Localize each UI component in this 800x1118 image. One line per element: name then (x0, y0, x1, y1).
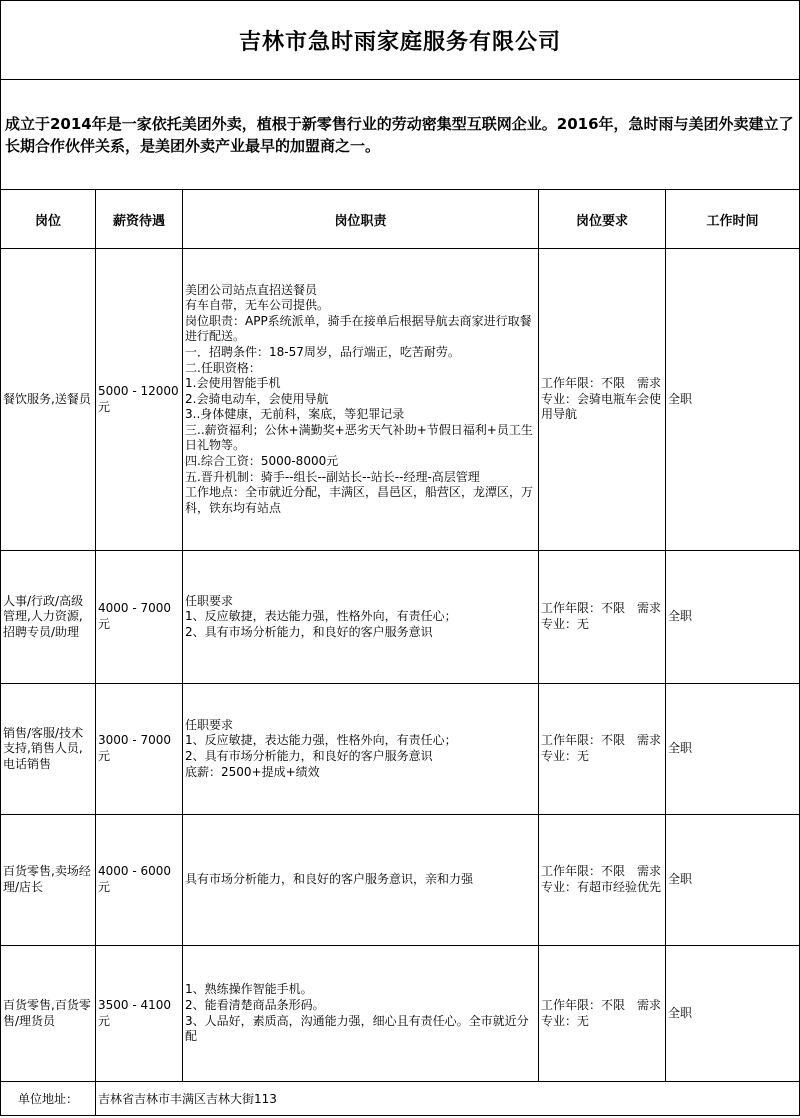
job-requirements: 工作年限：不限 需求专业：无 (539, 551, 666, 684)
job-position: 餐饮服务,送餐员 (1, 249, 96, 551)
table-row (1, 249, 800, 551)
job-duties: 任职要求 1、反应敏捷，表达能力强，性格外向，有责任心； 2、具有市场分析能力，和良好的客户服务意识 底薪：2500+提成+绩效 (183, 684, 539, 815)
header-duties: 岗位职责 (183, 190, 539, 249)
job-duties: 美团公司站点直招送餐员 有车自带，无车公司提供。 岗位职责：APP系统派单，骑手在接单后根据导航去商家进行取餐进行配送。 一．招聘条件：18-57周岁，品行端正，吃苦耐劳。 二.任职资格： 1.会使用智能手机 2.会骑电动车，会使用导航 3..身体健康，无前科，案底，等犯罪记录 三..薪资福利；公休+满勤奖+恶劣天气补助+节假日福利+员工生日礼物等。 四.综合工资：5000-8000元 五.晋升机制：骑手--组长--副站长--站长--经理-高层管理 工作地点：全市就近分配，丰满区，昌邑区，船营区，龙潭区，万科，铁东均有站点 (183, 249, 539, 551)
table-row (1, 815, 800, 946)
job-work-time: 全职 (666, 249, 800, 551)
job-position: 人事/行政/高级管理,人力资源,招聘专员/助理 (1, 551, 96, 684)
table-row (1, 551, 800, 684)
job-salary: 4000 - 6000元 (96, 815, 183, 946)
header-salary: 薪资待遇 (96, 190, 183, 249)
job-salary: 5000 - 12000元 (96, 249, 183, 551)
address-row (1, 1082, 800, 1116)
job-requirements: 工作年限：不限 需求专业：无 (539, 946, 666, 1082)
table-header-row (1, 190, 800, 249)
job-work-time: 全职 (666, 815, 800, 946)
company-intro: 成立于2014年是一家依托美团外卖，植根于新零售行业的劳动密集型互联网企业。2016年，急时雨与美团外卖建立了长期合作伙伴关系，是美团外卖产业最早的加盟商之一。 (1, 80, 800, 190)
header-work-time: 工作时间 (666, 190, 800, 249)
job-position: 百货零售,卖场经理/店长 (1, 815, 96, 946)
job-requirements: 工作年限：不限 需求专业：有超市经验优先 (539, 815, 666, 946)
job-position: 百货零售,百货零售/理货员 (1, 946, 96, 1082)
header-requirements: 岗位要求 (539, 190, 666, 249)
company-title: 吉林市急时雨家庭服务有限公司 (1, 1, 800, 80)
address-value: 吉林省吉林市丰满区吉林大街113 (96, 1082, 800, 1116)
job-salary: 4000 - 7000元 (96, 551, 183, 684)
job-requirements: 工作年限：不限 需求专业：会骑电瓶车会使用导航 (539, 249, 666, 551)
table-row (1, 684, 800, 815)
job-duties: 1、熟练操作智能手机。 2、能看清楚商品条形码。 3、人品好，素质高，沟通能力强，细心且有责任心。全市就近分配 (183, 946, 539, 1082)
job-duties: 具有市场分析能力，和良好的客户服务意识，亲和力强 (183, 815, 539, 946)
job-work-time: 全职 (666, 684, 800, 815)
job-salary: 3000 - 7000元 (96, 684, 183, 815)
job-requirements: 工作年限：不限 需求专业：无 (539, 684, 666, 815)
job-duties: 任职要求 1、反应敏捷，表达能力强，性格外向，有责任心； 2、具有市场分析能力，和良好的客户服务意识 (183, 551, 539, 684)
job-position: 销售/客服/技术支持,销售人员,电话销售 (1, 684, 96, 815)
job-work-time: 全职 (666, 551, 800, 684)
address-label: 单位地址： (1, 1082, 96, 1116)
header-position: 岗位 (1, 190, 96, 249)
table-row (1, 946, 800, 1082)
job-work-time: 全职 (666, 946, 800, 1082)
job-salary: 3500 - 4100元 (96, 946, 183, 1082)
